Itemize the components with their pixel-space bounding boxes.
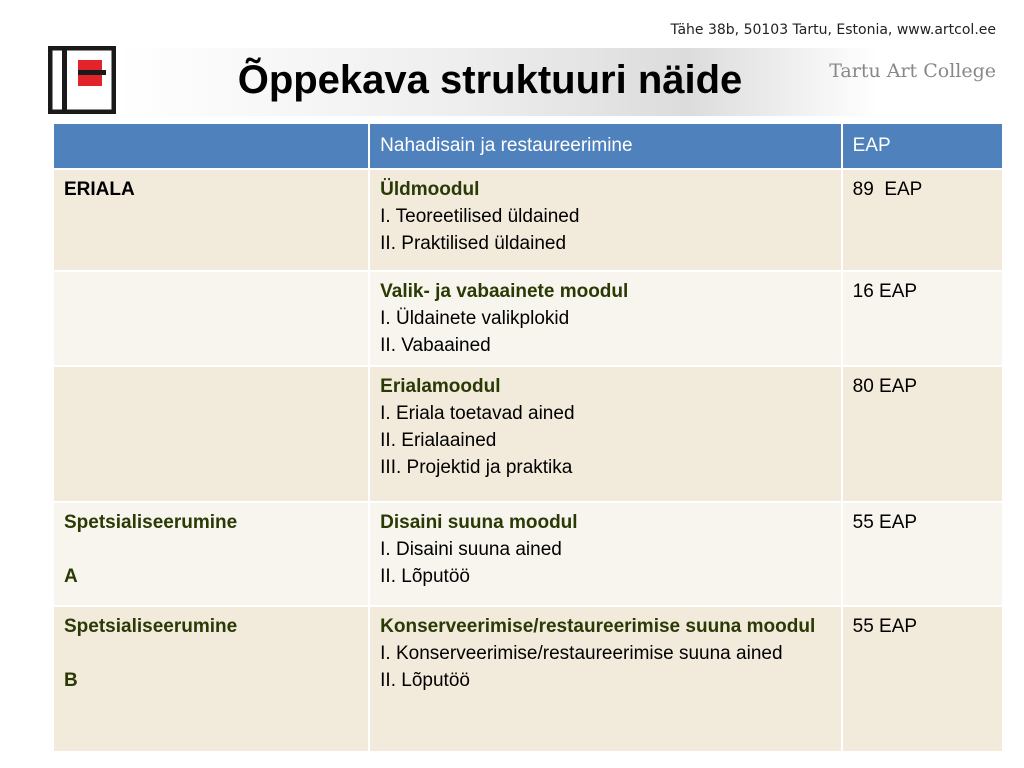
eap-cell — [842, 502, 1003, 606]
module-line: II. Lõputöö — [380, 670, 470, 691]
eap-value: 80 EAP — [852, 376, 918, 397]
module-line: I. Eriala toetavad ained — [380, 403, 575, 424]
module-title: Valik- ja vabaainete moodul — [380, 281, 629, 302]
module-line: II. Vabaained — [380, 335, 491, 356]
eap-value: 55 EAP — [852, 512, 918, 533]
module-line: II. Erialaained — [380, 430, 497, 451]
module-line: I. Üldainete valikplokid — [380, 308, 570, 329]
eap-cell — [842, 366, 1003, 502]
eap-cell — [842, 606, 1003, 752]
eap-cell — [842, 271, 1003, 366]
curriculum-table — [52, 122, 1004, 753]
module-title: Üldmoodul — [380, 179, 480, 200]
module-cell — [369, 169, 841, 271]
row-label: ERIALA — [64, 179, 135, 200]
column-header-eap: EAP — [842, 123, 1003, 169]
module-title: Konserveerimise/restaureerimise suuna moodul — [380, 616, 816, 637]
eap-value: 16 EAP — [852, 281, 918, 302]
eap-value: 55 EAP — [852, 616, 918, 637]
module-line: II. Lõputöö — [380, 566, 470, 587]
college-logo — [48, 46, 116, 114]
row-label-suffix: B — [64, 670, 78, 691]
row-label-cell — [53, 366, 369, 502]
module-title: Erialamoodul — [380, 376, 501, 397]
module-cell — [369, 366, 841, 502]
college-name: Tartu Art College — [829, 60, 996, 82]
row-label: Spetsialiseerumine — [64, 512, 238, 533]
module-line: I. Teoreetilised üldained — [380, 206, 580, 227]
table-row — [53, 502, 1003, 606]
page-title: Õppekava struktuuri näide — [237, 58, 743, 102]
row-label-cell — [53, 271, 369, 366]
address-line: Tähe 38b, 50103 Tartu, Estonia, www.artcol.ee — [670, 22, 996, 38]
module-line: I. Konserveerimise/restaureerimise suuna ained — [380, 643, 783, 664]
table-row — [53, 366, 1003, 502]
module-cell — [369, 502, 841, 606]
module-line: III. Projektid ja praktika — [380, 457, 573, 478]
module-line: I. Disaini suuna ained — [380, 539, 562, 560]
row-label-spacer — [64, 536, 358, 563]
table-row — [53, 169, 1003, 271]
table-row — [53, 606, 1003, 752]
row-label-spacer — [64, 640, 358, 667]
logo-icon — [48, 46, 116, 114]
eap-value: 89 EAP — [852, 179, 923, 200]
row-label-cell — [53, 169, 369, 271]
table-row — [53, 271, 1003, 366]
module-cell — [369, 606, 841, 752]
row-label-cell — [53, 606, 369, 752]
row-label-cell — [53, 502, 369, 606]
module-title: Disaini suuna moodul — [380, 512, 578, 533]
row-label: Spetsialiseerumine — [64, 616, 238, 637]
module-line: II. Praktilised üldained — [380, 233, 567, 254]
column-header-program: Nahadisain ja restaureerimine — [369, 123, 841, 169]
eap-cell — [842, 169, 1003, 271]
row-label-suffix: A — [64, 566, 78, 587]
column-header-empty — [53, 123, 369, 169]
module-cell — [369, 271, 841, 366]
table-header-row — [53, 123, 1003, 169]
